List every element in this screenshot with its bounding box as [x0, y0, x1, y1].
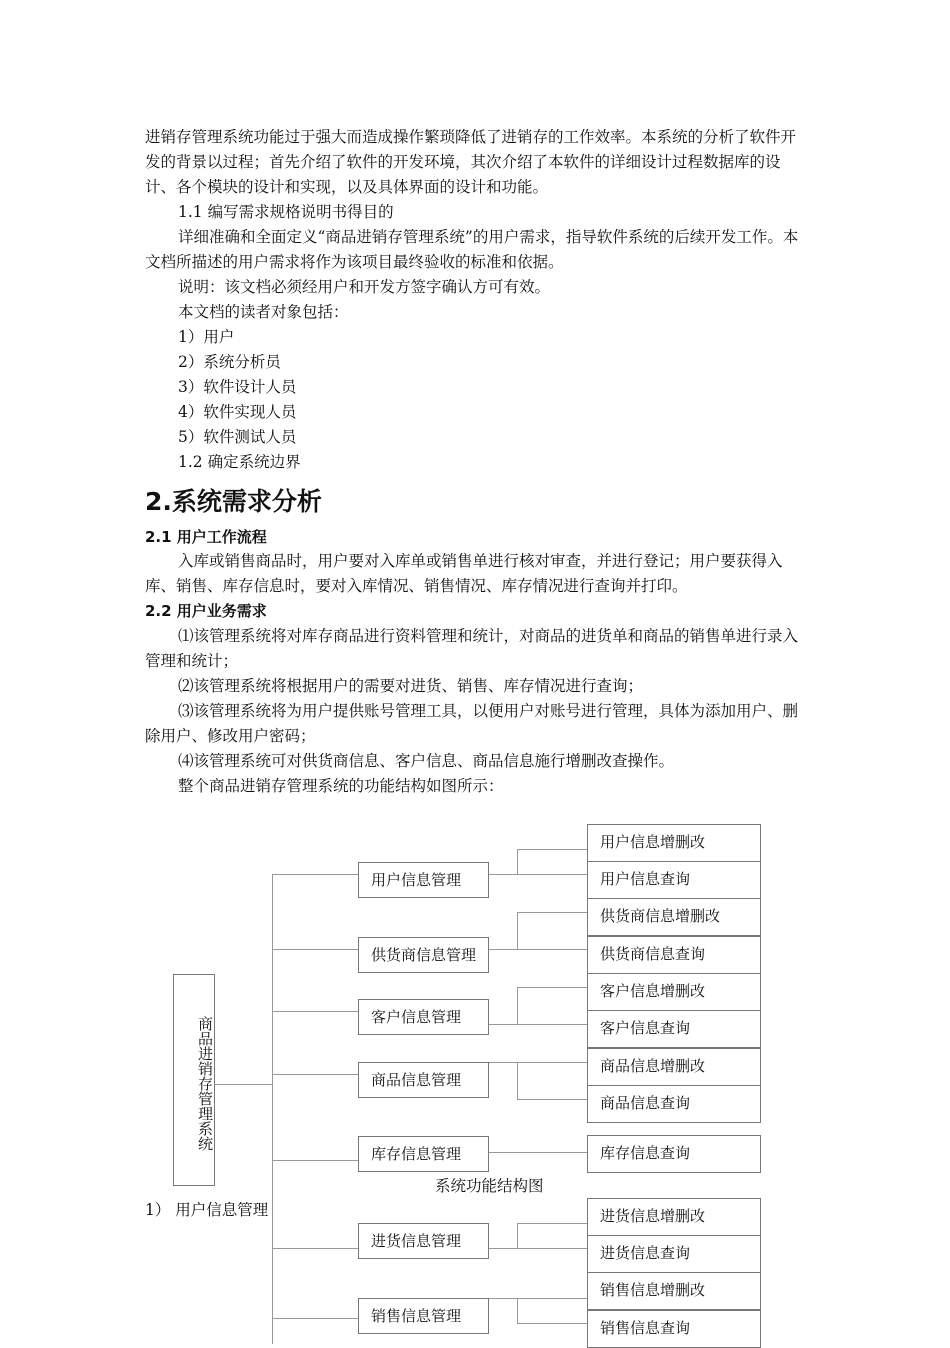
- connector-line: [272, 874, 358, 875]
- connector-line: [517, 1323, 587, 1324]
- connector-line: [517, 1223, 587, 1224]
- connector-line: [517, 987, 518, 1024]
- connector-line: [517, 849, 518, 874]
- reader-item: 5）软件测试人员: [178, 428, 297, 446]
- readers-intro: 本文档的读者对象包括：: [178, 303, 349, 321]
- note-paragraph: 说明：该文档必须经用户和开发方签字确认方可有效。: [178, 278, 551, 296]
- connector-line: [272, 1011, 358, 1012]
- connector-line: [517, 949, 587, 950]
- leaf-node: 商品信息查询: [587, 1085, 761, 1123]
- connector-line: [489, 1152, 587, 1153]
- connector-line: [272, 1248, 358, 1249]
- connector-line: [489, 949, 517, 950]
- module-node: 库存信息管理: [358, 1136, 489, 1172]
- connector-line: [517, 849, 587, 850]
- connector-line: [517, 1099, 587, 1100]
- connector-line: [489, 1062, 517, 1063]
- connector-line: [517, 987, 587, 988]
- leaf-node: 用户信息增删改: [587, 824, 761, 862]
- connector-line: [489, 1024, 517, 1025]
- connector-line: [489, 1248, 517, 1249]
- section-2-2-heading: 2.2 用户业务需求: [145, 602, 267, 620]
- module-node: 进货信息管理: [358, 1223, 489, 1259]
- section-2-1-heading: 2.1 用户工作流程: [145, 528, 267, 546]
- reader-item: 2）系统分析员: [178, 353, 281, 371]
- reader-item: 3）软件设计人员: [178, 378, 297, 396]
- connector-line: [517, 1223, 518, 1248]
- purpose-paragraph: 详细准确和全面定义“商品进销存管理系统”的用户需求，指导软件系统的后续开发工作。本文档所描述的用户需求将作为该项目最终验收的标准和依据。: [145, 228, 799, 271]
- reader-item: 1）用户: [178, 328, 235, 346]
- leaf-node: 进货信息查询: [587, 1235, 761, 1273]
- connector-trunk: [272, 874, 273, 1344]
- subsection-heading: 1） 用户信息管理: [145, 1201, 269, 1219]
- module-node: 客户信息管理: [358, 999, 489, 1035]
- module-node: 商品信息管理: [358, 1062, 489, 1098]
- diagram-caption: 系统功能结构图: [435, 1177, 544, 1195]
- connector-line: [272, 949, 358, 950]
- connector-line: [517, 912, 587, 913]
- requirement-item: ⑵该管理系统将根据用户的需要对进货、销售、库存情况进行查询；: [178, 677, 644, 695]
- connector-line: [517, 1024, 587, 1025]
- connector-line: [489, 1298, 517, 1299]
- leaf-node: 供货商信息增删改: [587, 898, 761, 936]
- connector-line: [215, 1084, 273, 1085]
- intro-paragraph: 进销存管理系统功能过于强大而造成操作繁琐降低了进销存的工作效率。本系统的分析了软件开发的背景以过程；首先介绍了软件的开发环境，其次介绍了本软件的详细设计过程数据库的设计、各个模块的设计和实现，以及具体界面的设计和功能。: [145, 128, 797, 196]
- leaf-node: 销售信息查询: [587, 1310, 761, 1348]
- connector-line: [517, 912, 518, 949]
- leaf-node: 用户信息查询: [587, 861, 761, 899]
- module-node: 销售信息管理: [358, 1298, 489, 1334]
- diagram-intro: 整个商品进销存管理系统的功能结构如图所示：: [178, 777, 504, 795]
- leaf-node: 供货商信息查询: [587, 936, 761, 974]
- section-1-1-heading: 1.1 编写需求规格说明书得目的: [178, 203, 394, 221]
- connector-line: [272, 1160, 358, 1161]
- connector-line: [489, 874, 517, 875]
- section-1-2-heading: 1.2 确定系统边界: [178, 453, 301, 471]
- leaf-node: 进货信息增删改: [587, 1198, 761, 1236]
- diagram-root-node: 商品进销存管理系统: [173, 974, 215, 1186]
- workflow-paragraph: 入库或销售商品时，用户要对入库单或销售单进行核对审查，并进行登记；用户要获得入库、销售、库存信息时，要对入库情况、销售情况、库存情况进行查询并打印。: [145, 552, 783, 595]
- requirement-item: ⑴该管理系统将对库存商品进行资料管理和统计，对商品的进货单和商品的销售单进行录入管理和统计；: [145, 627, 799, 670]
- requirement-item: ⑷该管理系统可对供货商信息、客户信息、商品信息施行增删改查操作。: [178, 752, 675, 770]
- connector-line: [272, 1318, 358, 1319]
- leaf-node: 销售信息增删改: [587, 1272, 761, 1310]
- connector-line: [272, 1074, 358, 1075]
- leaf-node: 客户信息增删改: [587, 973, 761, 1011]
- leaf-node: 库存信息查询: [587, 1135, 761, 1173]
- requirement-item: ⑶该管理系统将为用户提供账号管理工具，以便用户对账号进行管理，具体为添加用户、删除用户、修改用户密码；: [145, 702, 799, 745]
- connector-line: [517, 1062, 587, 1063]
- connector-line: [517, 1298, 518, 1323]
- connector-line: [517, 1248, 587, 1249]
- module-node: 供货商信息管理: [358, 937, 489, 973]
- connector-line: [517, 874, 587, 875]
- module-node: 用户信息管理: [358, 862, 489, 898]
- leaf-node: 客户信息查询: [587, 1010, 761, 1048]
- connector-line: [517, 1298, 587, 1299]
- reader-item: 4）软件实现人员: [178, 403, 297, 421]
- leaf-node: 商品信息增删改: [587, 1048, 761, 1086]
- connector-line: [517, 1062, 518, 1099]
- chapter-heading: 2.系统需求分析: [145, 487, 322, 516]
